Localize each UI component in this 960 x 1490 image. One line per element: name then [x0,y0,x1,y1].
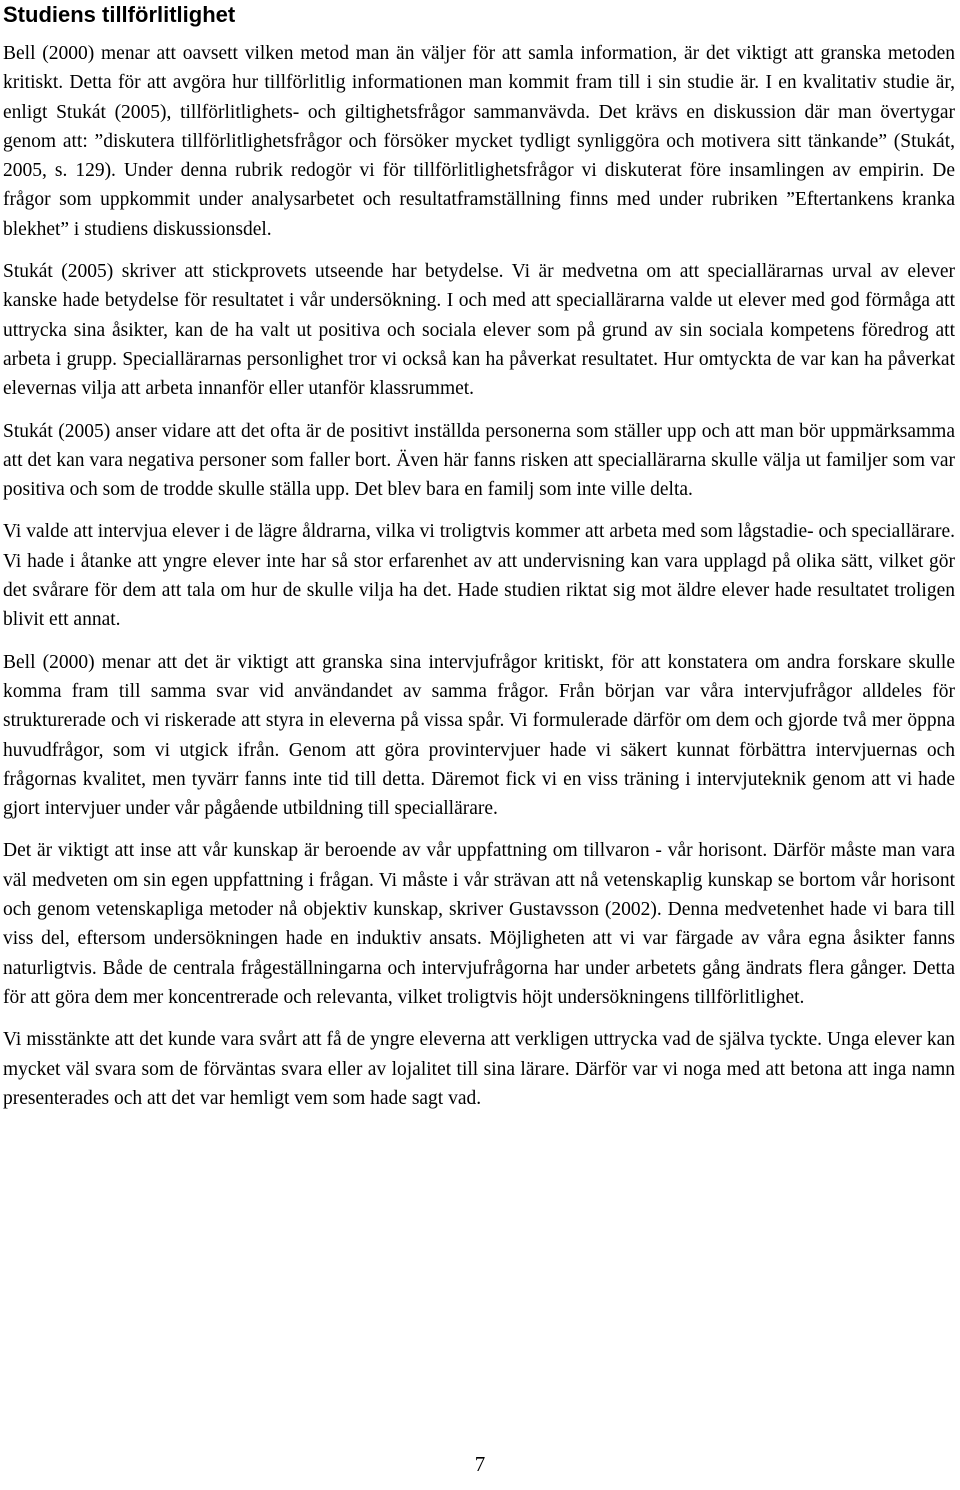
paragraph-3: Stukát (2005) anser vidare att det ofta är de positivt inställda personerna som ställer upp och att man bör uppmärksamma att det kan vara negativa personer som faller bort. Även här fanns risken att speciallärarna skulle välja ut familjer som var positiva och som de trodde skulle ställa upp. Det blev bara en familj som inte ville delta. [3,420,955,501]
paragraph-1: Bell (2000) menar att oavsett vilken metod man än väljer för att samla information, är det viktigt att granska metoden kritiskt. Detta för att avgöra hur tillförlitlig informationen man kommit fram till i sin studie är. I en kvalitativ studie är, enligt Stukát (2005), tillförlitlighets- och giltighetsfrågor sammanvävda. Det krävs en diskussion där man övertygar genom att: ”diskutera tillförlitlighetsfrågor och försöker mycket tydligt synliggöra och motivera sitt tänkande” (Stukát, 2005, s. 129). Under denna rubrik redogör vi för tillförlitlighetsfrågor vi diskuterat före insamlingen av empirin. De frågor som uppkommit under analysarbetet och resultatframställning finns med under rubriken ”Eftertankens kranka blekhet” i studiens diskussionsdel. [3,43,955,240]
paragraph-2: Stukát (2005) skriver att stickprovets utseende har betydelse. Vi är medvetna om att speciallärarnas urval av elever kanske hade betydelse för resultatet i vår undersökning. I och med att speciallärarna valde ut elever med god förmåga att uttrycka sina åsikter, kan de ha valt ut positiva och sociala elever som på grund av sin sociala kompetens föredrog att arbeta i grupp. Speciallärarnas personlighet tror vi också kan ha påverkat resultatet. Hur omtyckta de var kan ha påverkat elevernas vilja att arbeta innanför eller utanför klassrummet. [3,261,955,400]
paragraph-4: Vi valde att intervjua elever i de lägre åldrarna, vilka vi troligtvis kommer att arbeta med som lågstadie- och speciallärare. Vi hade i åtanke att yngre elever inte har så stor erfarenhet av att undervisning kan vara upplagd på olika sätt, vilket gör det svårare för dem att tala om hur de skulle vilja ha det. Hade studien riktat sig mot äldre elever hade resultatet troligen blivit ett annat. [3,521,955,631]
page-number: 7 [474,1452,486,1476]
body-text [3,39,955,1113]
paragraph-6: Det är viktigt att inse att vår kunskap är beroende av vår uppfattning om tillvaron - vår horisont. Därför måste man vara väl medveten om sin egen uppfattning i frågan. Vi måste i vår strävan att nå vetenskaplig kunskap se bortom vår horisont och genom vetenskapliga metoder nå objektiv kunskap, skriver Gustavsson (2002). Denna medvetenhet hade vi bara till viss del, eftersom undersökningen hade en induktiv ansats. Möjligheten att vi var färgade av våra egna åsikter fanns naturligtvis. Både de centrala frågeställningarna och intervjufrågorna har under arbetets gång ändrats flera gånger. Detta för att göra dem mer koncentrerade och relevanta, vilket troligtvis höjt undersökningens tillförlitlighet. [3,840,955,1008]
paragraph-5: Bell (2000) menar att det är viktigt att granska sina intervjufrågor kritiskt, för att konstatera om andra forskare skulle komma fram till samma svar vid användandet av samma frågor. Från början var våra intervjufrågor alldeles för strukturerade och vi riskerade att styra in eleverna på vissa spår. Vi formulerade därför om dem och gjorde två mer öppna huvudfrågor, som vi utgick ifrån. Genom att göra provintervjuer hade vi säkert kunnat förbättra intervjuernas och frågornas kvalitet, men tyvärr fanns inte tid till detta. Däremot fick vi en viss träning i intervjuteknik genom att vi hade gjort intervjuer under vår pågående utbildning till speciallärare. [3,651,955,820]
section-heading: Studiens tillförlitlighet [3,2,236,27]
paragraph-7: Vi misstänkte att det kunde vara svårt att få de yngre eleverna att verkligen uttrycka vad de själva tyckte. Unga elever kan mycket väl svara som de förväntas svara eller av lojalitet till sina lärare. Därför var vi noga med att betona att inga namn presenterades och att det var hemligt vem som hade sagt vad. [3,1029,955,1109]
document-page [3,0,955,1490]
